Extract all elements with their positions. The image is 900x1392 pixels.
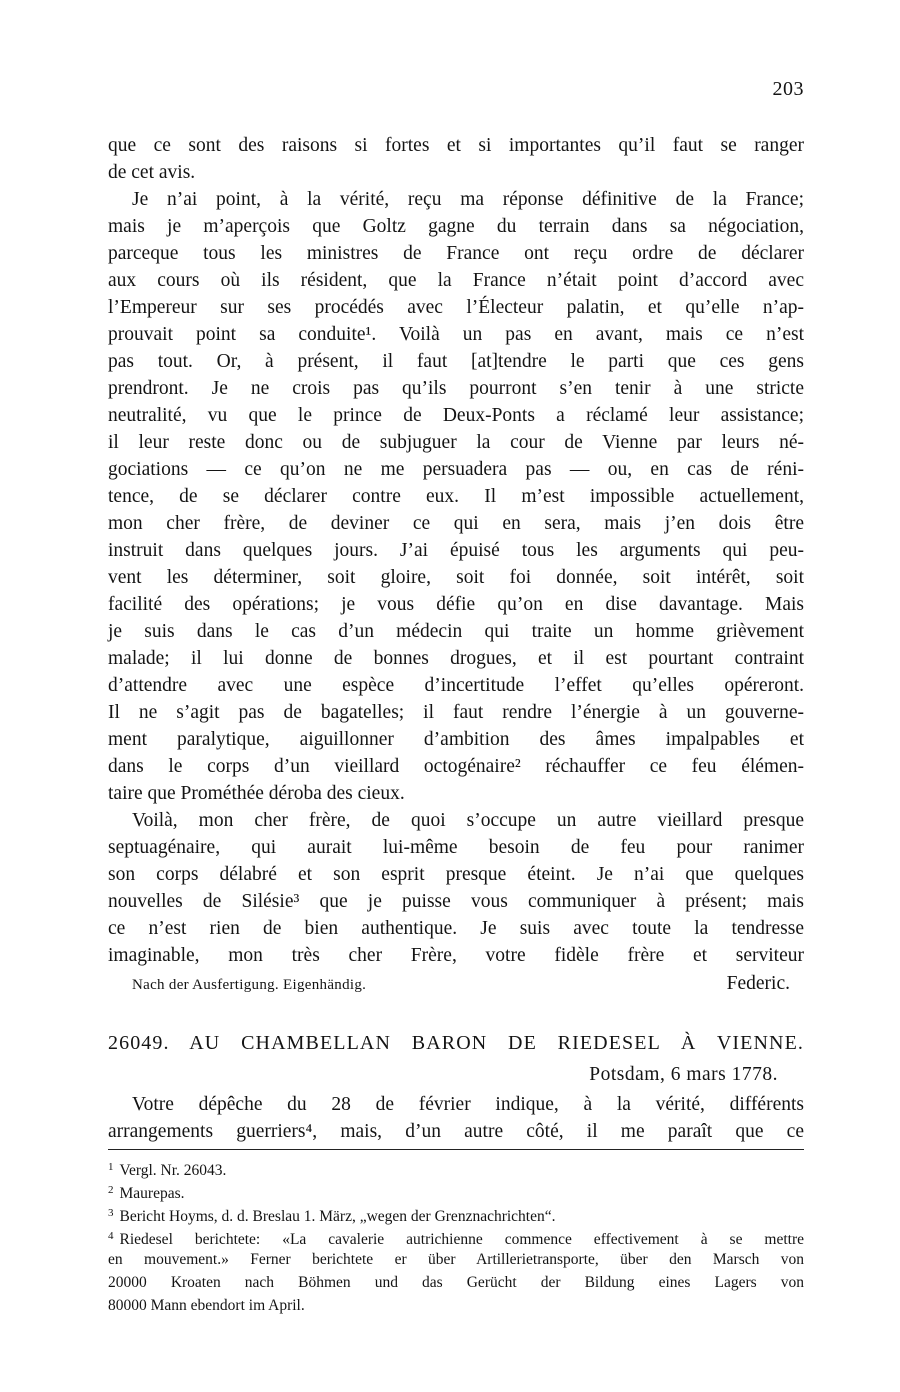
text-line: ce n’est rien de bien authentique. Je suis avec toute la tendresse — [108, 918, 804, 939]
text-line: Votre dépêche du 28 de février indique, à la vérité, différents — [132, 1094, 804, 1115]
text-line: instruit dans quelques jours. J’ai épuisé tous les arguments qui peu- — [108, 540, 804, 561]
footnote-text: 80000 Mann ebendort im April. — [108, 1297, 305, 1314]
text-line: arrangements guerriers⁴, mais, d’un autre côté, il me paraît que ce — [108, 1121, 804, 1142]
footnote-rule — [108, 1149, 804, 1150]
footnote-line — [108, 1202, 804, 1225]
text-line: tence, de se déclarer contre eux. Il m’est impossible actuellement, — [108, 486, 804, 507]
footnote-marker: 3 — [108, 1207, 114, 1219]
text-line: vent les déterminer, soit gloire, soit foi donnée, soit intérêt, soit — [108, 567, 804, 588]
text-line: prendront. Je ne crois pas qu’ils pourront s’en tenir à une stricte — [108, 378, 804, 399]
text-line: je suis dans le cas d’un médecin qui traite un homme grièvement — [108, 621, 804, 642]
text-line: de cet avis. — [108, 162, 196, 183]
footnotes — [108, 1156, 804, 1317]
footnote-text: Vergl. Nr. 26043. — [119, 1162, 227, 1179]
text-line: son corps délabré et son esprit presque éteint. Je n’ai que quelques — [108, 864, 804, 885]
text-line: mais je m’aperçois que Goltz gagne du terrain dans sa négociation, — [108, 216, 804, 237]
text-line: gociations — ce qu’on ne me persuadera pas — ou, en cas de réni- — [108, 459, 804, 480]
text-line: prouvait point sa conduite¹. Voilà un pas en avant, mais ce n’est — [108, 324, 804, 345]
footnote-text: Bericht Hoyms, d. d. Breslau 1. März, „wegen der Grenznachrichten“. — [119, 1208, 556, 1225]
footnote-line — [108, 1156, 804, 1179]
footnote-text: en mouvement.» Ferner berichtete er über Artillerietransporte, über den Marsch von — [108, 1251, 804, 1268]
footnote-text: 20000 Kroaten nach Böhmen und das Gerücht der Bildung eines Lagers von — [108, 1274, 804, 1291]
text-line: d’attendre avec une espèce d’incertitude l’effet qu’elles opéreront. — [108, 675, 804, 696]
letter-body — [108, 132, 804, 969]
text-line: que ce sont des raisons si fortes et si importantes qu’il faut se ranger — [108, 135, 804, 156]
letter-heading: 26049. AU CHAMBELLAN BARON DE RIEDESEL À VIENNE. — [108, 1032, 804, 1054]
text-line: Il ne s’agit pas de bagatelles; il faut rendre l’énergie à un gouverne- — [108, 702, 804, 723]
next-letter-body — [108, 1091, 804, 1145]
text-line: parceque tous les ministres de France ont reçu ordre de déclarer — [108, 243, 804, 264]
text-line: facilité des opérations; je vous défie qu’on en dise davantage. Mais — [108, 594, 804, 615]
footnote-line — [108, 1225, 804, 1248]
text-line: nouvelles de Silésie³ que je puisse vous communiquer à présent; mais — [108, 891, 804, 912]
footnote-marker: 4 — [108, 1230, 114, 1242]
page-number: 203 — [772, 78, 804, 100]
footnote-marker: 1 — [108, 1161, 114, 1173]
text-line: mon cher frère, de deviner ce qui en sera, mais j’en dois être — [108, 513, 804, 534]
closing-row — [108, 973, 804, 1003]
footnote-line — [108, 1271, 804, 1294]
text-line: aux cours où ils résident, que la France n’était point d’accord avec — [108, 270, 804, 291]
footnote-text: Riedesel berichtete: «La cavalerie autrichienne commence effectivement à se mettre — [119, 1231, 804, 1248]
text-line: il leur reste donc ou de subjuguer la cour de Vienne par leurs né- — [108, 432, 804, 453]
text-line: ment paralytique, aiguillonner d’ambition des âmes impalpables et — [108, 729, 804, 750]
text-line: pas tout. Or, à présent, il faut [at]tendre le parti que ces gens — [108, 351, 804, 372]
footnote-marker: 2 — [108, 1184, 114, 1196]
text-line: taire que Prométhée déroba des cieux. — [108, 783, 405, 804]
dateline: Potsdam, 6 mars 1778. — [589, 1064, 778, 1085]
body-text — [108, 132, 804, 1317]
text-line: imaginable, mon très cher Frère, votre fidèle frère et serviteur — [108, 945, 804, 966]
text-line: Voilà, mon cher frère, de quoi s’occupe un autre vieillard presque — [132, 810, 804, 831]
footnote-line — [108, 1179, 804, 1202]
signature: Federic. — [726, 973, 790, 994]
text-line: Je n’ai point, à la vérité, reçu ma réponse définitive de la France; — [132, 189, 804, 210]
footnote-text: Maurepas. — [119, 1185, 185, 1202]
footnote-line — [108, 1294, 804, 1317]
text-line: malade; il lui donne de bonnes drogues, et il est pourtant contraint — [108, 648, 804, 669]
text-line: septuagénaire, qui aurait lui-même besoin de feu pour ranimer — [108, 837, 804, 858]
text-line: dans le corps d’un vieillard octogénaire² réchauffer ce feu élémen- — [108, 756, 804, 777]
footnote-line — [108, 1248, 804, 1271]
text-line: l’Empereur sur ses procédés avec l’Électeur palatin, et qu’elle n’ap- — [108, 297, 804, 318]
text-line: neutralité, vu que le prince de Deux-Ponts a réclamé leur assistance; — [108, 405, 804, 426]
provenance-note: Nach der Ausfertigung. Eigenhändig. — [132, 977, 367, 993]
